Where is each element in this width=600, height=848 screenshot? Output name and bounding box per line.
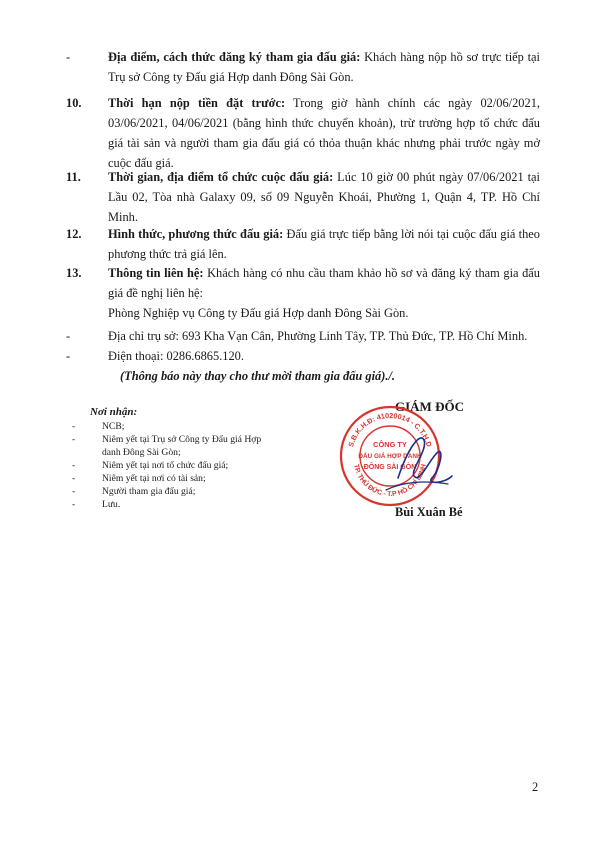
paragraph-label: Thời hạn nộp tiền đặt trước: <box>108 96 286 110</box>
address-text: Địa chỉ trụ sở: 693 Kha Vạn Cân, Phường Linh Tây, TP. Thủ Đức, TP. Hồ Chí Minh. <box>108 329 528 343</box>
paragraph-label: Thời gian, địa điểm tổ chức cuộc đấu giá: <box>108 170 334 184</box>
paragraph-body: Đấu giá trực tiếp bằng lời nói tại cuộc đấu giá theo phương thức trả giá lên. <box>108 227 540 261</box>
phone-line <box>66 346 244 366</box>
paragraph-body: Lúc 10 giờ 00 phút ngày 07/06/2021 tại Lầu 02, Tòa nhà Galaxy 09, số 09 Nguyễn Khoái, Phường 1, Quận 4, TP. Hồ Chí Minh. <box>108 170 541 224</box>
list-marker: - <box>72 486 76 497</box>
handwritten-signature-icon <box>368 418 458 502</box>
paragraph-label: Hình thức, phương thức đấu giá: <box>108 227 284 241</box>
recipients-heading: Nơi nhận: <box>90 406 138 418</box>
paragraph-label: Thông tin liên hệ: <box>108 266 204 280</box>
list-marker: - <box>72 434 76 445</box>
address-line <box>66 326 528 346</box>
list-marker: 11. <box>66 170 81 184</box>
contact-info-paragraph <box>66 263 540 303</box>
paragraph-label: Địa điểm, cách thức đăng ký tham gia đấu giá: <box>108 50 361 64</box>
recipient-text: Niêm yết tại Trụ sở Công ty Đấu giá Hợp <box>102 434 262 445</box>
list-marker: 13. <box>66 266 82 280</box>
list-marker: - <box>72 499 76 510</box>
page-number: 2 <box>532 780 539 794</box>
list-marker: - <box>72 421 76 432</box>
recipient-text: danh Đông Sài Gòn; <box>102 447 181 458</box>
registration-location-paragraph <box>66 47 540 87</box>
paragraph-body: Khách hàng có nhu cầu tham khảo hồ sơ và đăng ký tham gia đấu giá đề nghị liên hệ: <box>108 266 541 300</box>
contact-department: Phòng Nghiệp vụ Công ty Đấu giá Hợp danh Đông Sài Gòn. <box>108 306 409 320</box>
deposit-deadline-paragraph <box>66 93 540 173</box>
closing-note: (Thông báo này thay cho thư mời tham gia đấu giá)./. <box>120 369 395 383</box>
paragraph-body: Khách hàng nộp hồ sơ trực tiếp tại Trụ sở Công ty Đấu giá Hợp danh Đông Sài Gòn. <box>108 50 540 84</box>
list-marker: - <box>66 329 71 343</box>
svg-text:ĐẤU GIÁ HỢP DANH: ĐẤU GIÁ HỢP DANH <box>358 453 422 460</box>
list-marker: 10. <box>66 96 82 110</box>
recipient-text: Lưu. <box>102 499 121 510</box>
recipient-text: NCB; <box>102 421 125 432</box>
svg-text:TP. THỦ ĐỨC - T.P HỒ CHÍ MINH: TP. THỦ ĐỨC - T.P HỒ CHÍ MINH <box>352 463 428 499</box>
svg-text:CÔNG TY: CÔNG TY <box>373 440 407 449</box>
list-marker: - <box>66 50 71 64</box>
auction-method-paragraph <box>66 224 540 264</box>
recipient-text: Người tham gia đấu giá; <box>102 486 196 497</box>
signer-title: GIÁM ĐỐC <box>395 399 464 414</box>
svg-text:S.B.K.H.Đ: 41020014 - C.T.H.D: S.B.K.H.Đ: 41020014 - C.T.H.D <box>346 410 434 448</box>
recipient-text: Niêm yết tại nơi tổ chức đấu giá; <box>102 460 229 471</box>
list-marker: 12. <box>66 227 82 241</box>
auction-time-place-paragraph <box>66 167 540 227</box>
svg-text:ĐÔNG SÀI GÒN: ĐÔNG SÀI GÒN <box>363 464 417 471</box>
phone-text: Điện thoại: 0286.6865.120. <box>108 349 244 363</box>
list-marker: - <box>72 460 76 471</box>
recipient-text: Niêm yết tại nơi có tài sản; <box>102 473 206 484</box>
paragraph-body: Trong giờ hành chính các ngày 02/06/2021, 03/06/2021, 04/06/2021 (bằng hình thức chuyển khoản), trừ trường hợp tổ chức đấu giá tài sản và người tham gia đấu giá có thỏa thuận khác nhưng phải trước ngày mở cuộc đấu giá. <box>108 96 540 170</box>
list-marker: - <box>72 473 76 484</box>
list-marker: - <box>66 349 71 363</box>
signer-name: Bùi Xuân Bé <box>395 505 463 519</box>
